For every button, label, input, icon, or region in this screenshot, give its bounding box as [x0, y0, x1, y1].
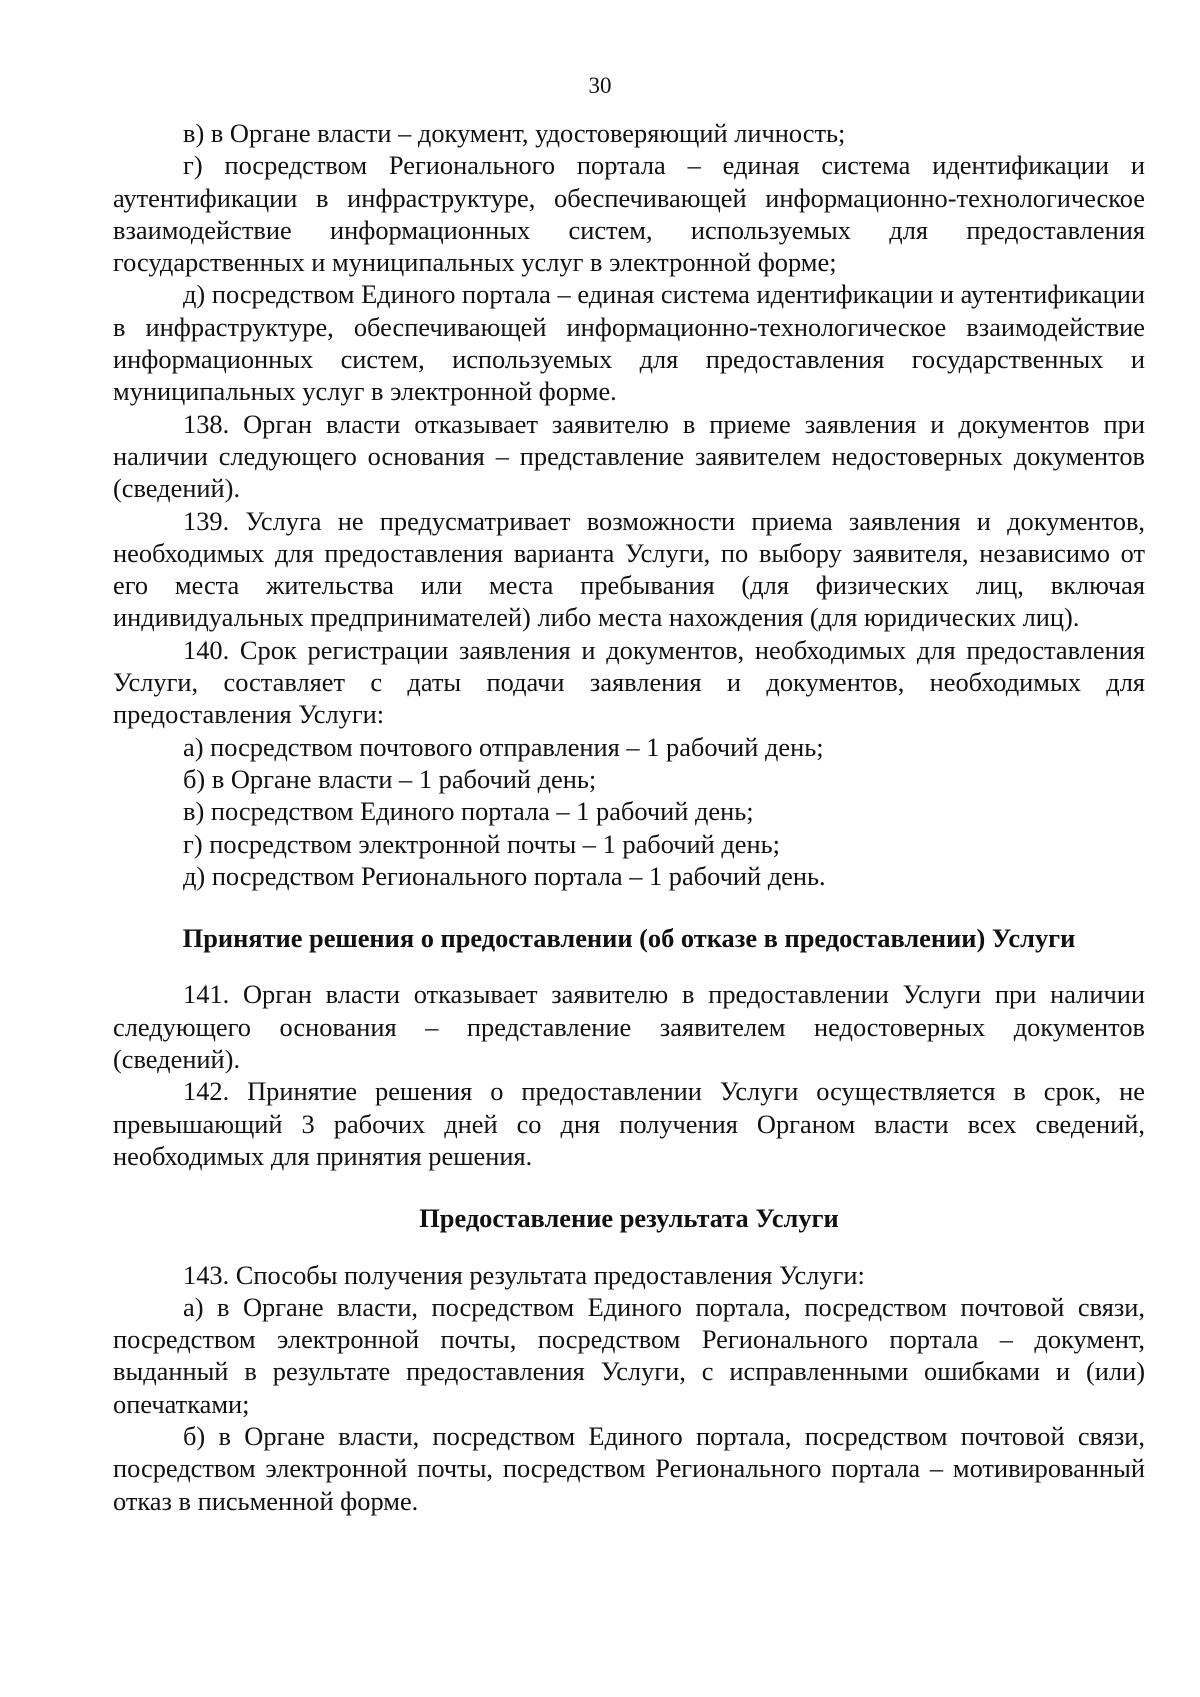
paragraph-143-b: б) в Органе власти, посредством Единого портала, посредством почтовой связи, посредством электронной почты, посредством Регионального портала – мотивированный отказ в письменной форме.	[113, 1420, 1145, 1516]
section-heading-decision: Принятие решения о предоставлении (об отказе в предоставлении) Услуги	[182, 923, 1076, 954]
section-heading-result: Предоставление результата Услуги	[419, 1203, 839, 1234]
paragraph-143-a: а) в Органе власти, посредством Единого портала, посредством почтовой связи, посредством электронной почты, посредством Регионального портала – документ, выданный в результате предоставления Услуги, с исправленными ошибками и (или) опечатками;	[113, 1291, 1145, 1419]
paragraph-d-unified-portal-auth: д) посредством Единого портала – единая система идентификации и аутентификации в инфраструктуре, обеспечивающей информационно-технологическое взаимодействие информационных систем, используемых для предоставления государственных и муниципальных услуг в электронной форме.	[113, 279, 1145, 407]
paragraph-140: 140. Срок регистрации заявления и документов, необходимых для предоставления Услуги, составляет с даты подачи заявления и документов, необходимых для предоставления Услуги:	[113, 634, 1145, 730]
paragraph-143: 143. Способы получения результата предоставления Услуги:	[183, 1259, 865, 1290]
paragraph-141: 141. Орган власти отказывает заявителю в предоставлении Услуги при наличии следующего основания – представление заявителем недостоверных документов (сведений).	[113, 979, 1145, 1075]
page-number: 30	[588, 73, 612, 98]
list-item-v-unified-portal: в) посредством Единого портала – 1 рабочий день;	[183, 796, 754, 827]
list-item-g-email: г) посредством электронной почты – 1 рабочий день;	[183, 828, 780, 859]
list-item-b-office: б) в Органе власти – 1 рабочий день;	[183, 763, 597, 794]
list-item-d-regional-portal: д) посредством Регионального портала – 1 рабочий день.	[183, 860, 826, 891]
document-body	[113, 117, 1145, 1517]
paragraph-g-regional-portal-auth: г) посредством Регионального портала – единая система идентификации и аутентификации в инфраструктуре, обеспечивающей информационно-технологическое взаимодействие информационных систем, используемых для предоставления государственных и муниципальных услуг в электронной форме;	[113, 150, 1145, 278]
list-item-a-postal: а) посредством почтового отправления – 1 рабочий день;	[183, 731, 824, 762]
paragraph-142: 142. Принятие решения о предоставлении Услуги осуществляется в срок, не превышающий 3 рабочих дней со дня получения Органом власти всех сведений, необходимых для принятия решения.	[113, 1076, 1145, 1171]
paragraph-138: 138. Орган власти отказывает заявителю в приеме заявления и документов при наличии следующего основания – представление заявителем недостоверных документов (сведений).	[113, 408, 1145, 504]
paragraph-v-id-office: в) в Органе власти – документ, удостоверяющий личность;	[183, 118, 846, 148]
paragraph-139: 139. Услуга не предусматривает возможности приема заявления и документов, необходимых для предоставления варианта Услуги, по выбору заявителя, независимо от его места жительства или места пребывания (для физических лиц, включая индивидуальных предпринимателей) либо места нахождения (для юридических лиц).	[113, 505, 1145, 633]
